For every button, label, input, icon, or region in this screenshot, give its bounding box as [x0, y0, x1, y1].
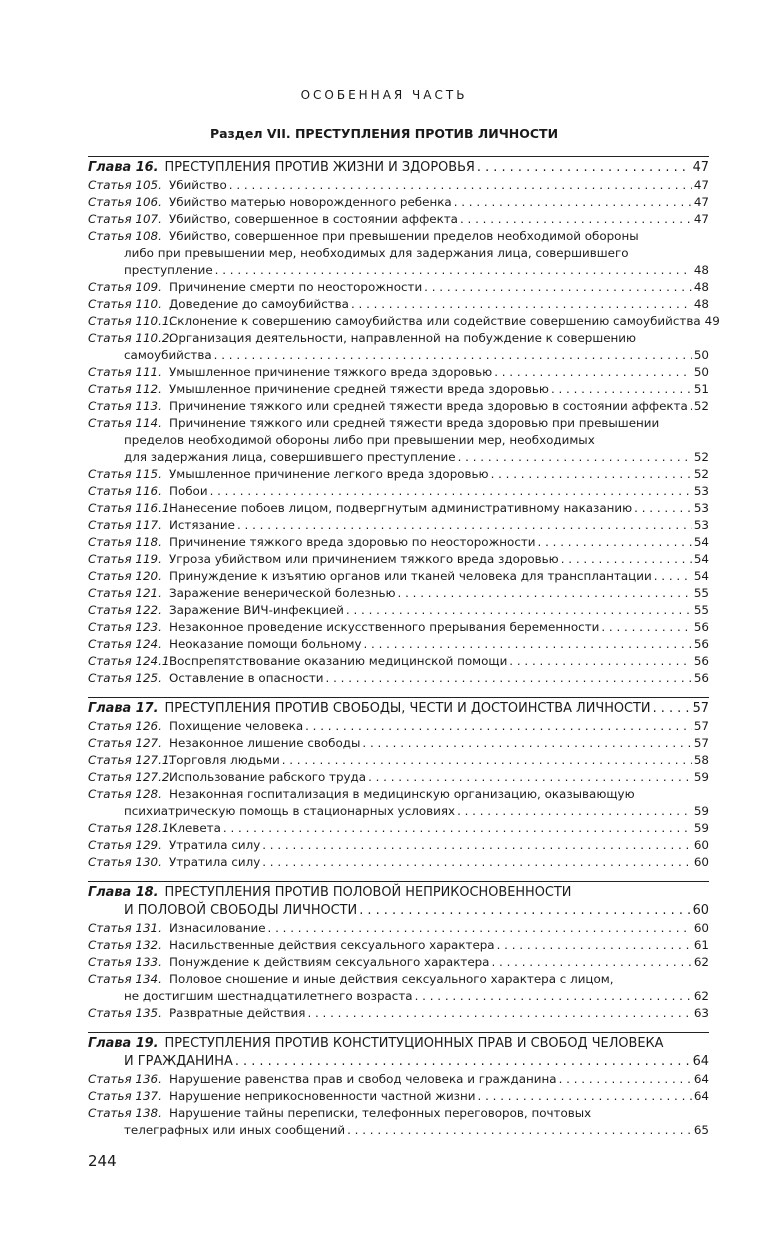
toc-entry	[88, 415, 709, 466]
article-label: Статья 112.	[88, 382, 162, 396]
article-label: Статья 135.	[88, 1006, 162, 1020]
chapter-title: И ПОЛОВОЙ СВОБОДЫ ЛИЧНОСТИ	[124, 903, 358, 918]
chapter-title-line	[88, 700, 709, 718]
toc-entry	[88, 194, 709, 211]
article-title: Причинение тяжкого вреда здоровью по неосторожности	[169, 535, 536, 549]
entry-line	[88, 194, 709, 211]
article-label: Статья 137.	[88, 1089, 162, 1103]
toc-entry	[88, 296, 709, 313]
toc-entry	[88, 920, 709, 937]
entry-line	[88, 585, 709, 602]
article-title: Воспрепятствование оказанию медицинской помощи	[169, 654, 508, 668]
toc-entry	[88, 551, 709, 568]
article-label: Статья 110.1.	[88, 314, 174, 328]
chapter-title: ПРЕСТУПЛЕНИЯ ПРОТИВ ПОЛОВОЙ НЕПРИКОСНОВЕННОСТИ	[164, 885, 572, 900]
dot-leader	[223, 820, 692, 837]
dot-leader	[215, 262, 692, 279]
article-label: Статья 127.1.	[88, 753, 174, 767]
article-label: Статья 126.	[88, 719, 162, 733]
article-label: Статья 119.	[88, 552, 162, 566]
article-page: 64	[693, 1072, 709, 1086]
entry-line	[88, 466, 709, 483]
entry-line	[88, 602, 709, 619]
article-page: 65	[693, 1123, 709, 1137]
chapter-block	[88, 156, 720, 687]
article-page: 48	[693, 280, 709, 294]
chapter-label: Глава 16.	[88, 160, 159, 175]
chapter-block	[88, 697, 709, 871]
entry-line	[88, 432, 709, 449]
dot-leader	[458, 449, 692, 466]
toc-entry	[88, 820, 709, 837]
article-page: 63	[693, 1006, 709, 1020]
article-label: Статья 117.	[88, 518, 162, 532]
article-page: 57	[693, 719, 709, 733]
article-title: Истязание	[169, 518, 235, 532]
entry-line	[88, 1122, 709, 1139]
article-label: Статья 120.	[88, 569, 162, 583]
article-page: 62	[693, 955, 709, 969]
entry-line	[88, 296, 709, 313]
article-title: Похищение человека	[169, 719, 304, 733]
article-title: Утратила силу	[169, 855, 261, 869]
article-page: 57	[693, 736, 709, 750]
toc-entry	[88, 619, 709, 636]
dot-leader	[551, 381, 692, 398]
entry-line	[88, 330, 709, 347]
article-title: Понуждение к действиям сексуального характера	[169, 955, 490, 969]
article-title: Убийство	[169, 178, 227, 192]
entry-line	[88, 449, 709, 466]
entry-line	[88, 364, 709, 381]
article-title: Угроза убийством или причинением тяжкого вреда здоровью	[169, 552, 559, 566]
article-label: Статья 122.	[88, 603, 162, 617]
entry-line	[88, 954, 709, 971]
entry-line	[88, 769, 709, 786]
article-label: Статья 110.	[88, 297, 162, 311]
entry-line	[88, 1071, 709, 1088]
article-page: 58	[693, 753, 709, 767]
toc-entry	[88, 517, 709, 534]
article-title: Половое сношение и иные действия сексуального характера с лицом,	[169, 972, 614, 986]
entry-line	[88, 262, 709, 279]
article-page: 56	[693, 671, 709, 685]
article-title: Нарушение равенства прав и свобод человека и гражданина	[169, 1072, 557, 1086]
chapter-title: ПРЕСТУПЛЕНИЯ ПРОТИВ ЖИЗНИ И ЗДОРОВЬЯ	[164, 160, 475, 175]
toc-entry	[88, 500, 709, 517]
entry-line	[88, 517, 709, 534]
article-title: для задержания лица, совершившего преступление	[124, 450, 456, 464]
section-title: Раздел VII. ПРЕСТУПЛЕНИЯ ПРОТИВ ЛИЧНОСТИ	[209, 126, 559, 141]
toc-entry	[88, 330, 709, 364]
article-title: Убийство, совершенное при превышении пределов необходимой обороны	[169, 229, 639, 243]
toc-entry	[88, 398, 709, 415]
article-title: Незаконное проведение искусственного прерывания беременности	[169, 620, 600, 634]
article-title: либо при превышении мер, необходимых для задержания лица, совершившего	[124, 246, 629, 260]
toc-entry	[88, 769, 709, 786]
article-title: Оставление в опасности	[169, 671, 324, 685]
chapter-page: 47	[692, 160, 709, 175]
article-title: Организация деятельности, направленной на побуждение к совершению	[169, 331, 637, 345]
article-title: преступление	[124, 263, 213, 277]
article-page: 52	[693, 450, 709, 464]
article-title: Убийство, совершенное в состоянии аффекта	[169, 212, 458, 226]
article-title: Убийство матерью новорожденного ребенка	[169, 195, 452, 209]
toc-entry	[88, 1005, 709, 1022]
entry-line	[88, 398, 709, 415]
dot-leader	[561, 551, 692, 568]
article-page: 47	[693, 212, 709, 226]
dot-leader	[235, 1053, 691, 1071]
dot-leader	[347, 1122, 692, 1139]
article-label: Статья 107.	[88, 212, 162, 226]
article-title: Изнасилование	[169, 921, 266, 935]
article-label: Статья 109.	[88, 280, 162, 294]
article-title: Нанесение побоев лицом, подвергнутым административному наказанию	[169, 501, 633, 515]
article-label: Статья 128.1.	[88, 821, 174, 835]
dot-leader	[460, 211, 692, 228]
dot-leader	[210, 483, 692, 500]
dot-leader	[454, 194, 692, 211]
toc-entry	[88, 1071, 709, 1088]
dot-leader	[229, 177, 692, 194]
entry-line	[88, 551, 709, 568]
entry-line	[88, 937, 709, 954]
article-label: Статья 133.	[88, 955, 162, 969]
dot-leader	[326, 670, 692, 687]
article-page: 56	[693, 620, 709, 634]
toc-entry	[88, 636, 709, 653]
toc-entry	[88, 718, 709, 735]
entry-line	[88, 636, 709, 653]
entry-line	[88, 920, 709, 937]
entry-line	[88, 415, 709, 432]
running-header: ОСОБЕННАЯ ЧАСТЬ	[300, 88, 468, 102]
article-title: Неоказание помощи больному	[169, 637, 362, 651]
article-page: 59	[693, 804, 709, 818]
article-title: Склонение к совершению самоубийства или содействие совершению самоубийства	[169, 314, 701, 328]
dot-leader	[363, 636, 691, 653]
chapter-label: Глава 19.	[88, 1036, 159, 1051]
toc-entry	[88, 954, 709, 971]
article-title: Нарушение тайны переписки, телефонных переговоров, почтовых	[169, 1106, 592, 1120]
entry-line	[88, 718, 709, 735]
dot-leader	[305, 718, 692, 735]
toc-entry	[88, 837, 709, 854]
toc-entry	[88, 313, 720, 330]
article-title: Незаконная госпитализация в медицинскую организацию, оказывающую	[169, 787, 635, 801]
chapter-title-line	[88, 1035, 709, 1053]
dot-leader	[654, 568, 692, 585]
toc-entry	[88, 585, 709, 602]
toc-entry	[88, 653, 709, 670]
dot-leader	[491, 954, 691, 971]
article-page: 60	[693, 921, 709, 935]
article-page: 54	[693, 552, 709, 566]
toc-entry	[88, 568, 709, 585]
article-title: Умышленное причинение средней тяжести вреда здоровью	[169, 382, 549, 396]
article-page: 51	[693, 382, 709, 396]
toc-entry	[88, 786, 709, 820]
entry-line	[88, 837, 709, 854]
entry-line	[88, 534, 709, 551]
article-label: Статья 118.	[88, 535, 162, 549]
article-page: 55	[693, 603, 709, 617]
article-title: Использование рабского труда	[169, 770, 367, 784]
dot-leader	[477, 159, 691, 177]
article-title: Принуждение к изъятию органов или тканей человека для трансплантации	[169, 569, 652, 583]
chapter-title: И ГРАЖДАНИНА	[124, 1054, 233, 1069]
article-label: Статья 114.	[88, 416, 162, 430]
article-page: 48	[693, 297, 709, 311]
entry-line	[88, 1105, 709, 1122]
dot-leader	[262, 854, 692, 871]
article-page: 54	[693, 535, 709, 549]
article-label: Статья 129.	[88, 838, 162, 852]
article-title: Торговля людьми	[169, 753, 280, 767]
article-page: 49	[704, 314, 720, 328]
article-label: Статья 124.	[88, 637, 162, 651]
dot-leader	[497, 937, 692, 954]
chapter-page: 60	[692, 903, 709, 918]
article-page: 52	[693, 399, 709, 413]
article-page: 64	[693, 1089, 709, 1103]
dot-leader	[268, 920, 692, 937]
chapter-page: 57	[692, 701, 709, 716]
article-label: Статья 128.	[88, 787, 162, 801]
article-title: Развратные действия	[169, 1006, 306, 1020]
article-label: Статья 123.	[88, 620, 162, 634]
toc-entry	[88, 279, 709, 296]
toc-entry	[88, 854, 709, 871]
dot-leader	[346, 602, 692, 619]
dot-leader	[509, 653, 692, 670]
dot-leader	[368, 769, 692, 786]
dot-leader	[424, 279, 692, 296]
article-page: 56	[693, 637, 709, 651]
toc-entry	[88, 211, 709, 228]
dot-leader	[214, 347, 692, 364]
page-number: 244	[88, 1152, 117, 1170]
dot-leader	[359, 902, 690, 920]
entry-line	[88, 854, 709, 871]
entry-line	[88, 1088, 709, 1105]
article-title: Заражение венерической болезнью	[169, 586, 396, 600]
toc-entry	[88, 228, 709, 279]
toc-entry	[88, 466, 709, 483]
article-page: 62	[693, 989, 709, 1003]
article-title: Умышленное причинение тяжкого вреда здоровью	[169, 365, 493, 379]
article-label: Статья 106.	[88, 195, 162, 209]
article-page: 47	[693, 178, 709, 192]
article-page: 53	[693, 518, 709, 532]
article-title: Заражение ВИЧ-инфекцией	[169, 603, 344, 617]
article-page: 52	[693, 467, 709, 481]
article-label: Статья 115.	[88, 467, 162, 481]
article-title: телеграфных или иных сообщений	[124, 1123, 346, 1137]
article-title: Клевета	[169, 821, 221, 835]
chapter-block	[88, 881, 709, 1022]
article-page: 50	[693, 365, 709, 379]
entry-line	[88, 820, 709, 837]
chapter-title-line	[88, 902, 709, 920]
article-title: Причинение тяжкого или средней тяжести вреда здоровью при превышении	[169, 416, 660, 430]
entry-line	[88, 670, 709, 687]
article-label: Статья 127.	[88, 736, 162, 750]
article-page: 53	[693, 484, 709, 498]
dot-leader	[478, 1088, 692, 1105]
chapter-title: ПРЕСТУПЛЕНИЯ ПРОТИВ СВОБОДЫ, ЧЕСТИ И ДОСТОИНСТВА ЛИЧНОСТИ	[164, 701, 651, 716]
dot-leader	[282, 752, 692, 769]
toc-entry	[88, 670, 709, 687]
article-title: Доведение до самоубийства	[169, 297, 349, 311]
chapter-block	[88, 1032, 709, 1139]
toc-entry	[88, 735, 709, 752]
article-label: Статья 136.	[88, 1072, 162, 1086]
entry-line	[88, 1005, 709, 1022]
entry-line	[88, 381, 709, 398]
dot-leader	[362, 735, 691, 752]
chapter-label: Глава 17.	[88, 701, 159, 716]
entry-line	[88, 803, 709, 820]
chapter-heading	[88, 884, 709, 920]
article-label: Статья 108.	[88, 229, 162, 243]
entry-line	[88, 988, 709, 1005]
article-label: Статья 130.	[88, 855, 162, 869]
article-title: самоубийства	[124, 348, 212, 362]
article-page: 55	[693, 586, 709, 600]
dot-leader	[601, 619, 692, 636]
article-title: пределов необходимой обороны либо при превышении мер, необходимых	[124, 433, 595, 447]
entry-line	[88, 568, 709, 585]
chapter-title: ПРЕСТУПЛЕНИЯ ПРОТИВ КОНСТИТУЦИОННЫХ ПРАВ И СВОБОД ЧЕЛОВЕКА	[164, 1036, 664, 1051]
article-title: Причинение тяжкого или средней тяжести вреда здоровью в состоянии аффекта	[169, 399, 688, 413]
dot-leader	[398, 585, 692, 602]
table-of-contents	[88, 156, 720, 1139]
article-title: Насильственные действия сексуального характера	[169, 938, 495, 952]
article-page: 59	[693, 821, 709, 835]
article-title: Утратила силу	[169, 838, 261, 852]
article-page: 54	[693, 569, 709, 583]
article-page: 50	[693, 348, 709, 362]
toc-entry	[88, 971, 709, 1005]
article-page: 60	[693, 838, 709, 852]
dot-leader	[690, 398, 692, 415]
dot-leader	[351, 296, 692, 313]
entry-line	[88, 245, 709, 262]
entry-line	[88, 653, 709, 670]
chapter-heading	[88, 1035, 709, 1071]
article-page: 48	[693, 263, 709, 277]
chapter-label: Глава 18.	[88, 885, 159, 900]
article-page: 56	[693, 654, 709, 668]
article-title: не достигшим шестнадцатилетнего возраста	[124, 989, 413, 1003]
entry-line	[88, 786, 709, 803]
toc-entry	[88, 937, 709, 954]
article-label: Статья 116.1.	[88, 501, 174, 515]
article-title: Нарушение неприкосновенности частной жизни	[169, 1089, 476, 1103]
article-label: Статья 105.	[88, 178, 162, 192]
entry-line	[88, 228, 709, 245]
article-label: Статья 121.	[88, 586, 162, 600]
article-label: Статья 116.	[88, 484, 162, 498]
entry-line	[88, 279, 709, 296]
toc-entry	[88, 1088, 709, 1105]
chapter-title-line	[88, 1053, 709, 1071]
entry-line	[88, 500, 709, 517]
entry-line	[88, 313, 720, 330]
article-label: Статья 110.2.	[88, 331, 174, 345]
article-page: 59	[693, 770, 709, 784]
toc-entry	[88, 602, 709, 619]
article-label: Статья 124.1.	[88, 654, 174, 668]
dot-leader	[262, 837, 692, 854]
article-page: 60	[693, 855, 709, 869]
toc-entry	[88, 177, 709, 194]
chapter-title-line	[88, 884, 709, 902]
dot-leader	[491, 466, 692, 483]
dot-leader	[415, 988, 692, 1005]
article-page: 61	[693, 938, 709, 952]
article-label: Статья 134.	[88, 972, 162, 986]
article-label: Статья 113.	[88, 399, 162, 413]
chapter-heading	[88, 159, 709, 177]
chapter-heading	[88, 700, 709, 718]
article-title: Незаконное лишение свободы	[169, 736, 361, 750]
toc-entry	[88, 364, 709, 381]
entry-line	[88, 211, 709, 228]
article-label: Статья 131.	[88, 921, 162, 935]
dot-leader	[237, 517, 692, 534]
chapter-title-line	[88, 159, 709, 177]
article-title: Причинение смерти по неосторожности	[169, 280, 423, 294]
article-label: Статья 132.	[88, 938, 162, 952]
dot-leader	[559, 1071, 692, 1088]
entry-line	[88, 483, 709, 500]
chapter-page: 64	[692, 1054, 709, 1069]
article-label: Статья 138.	[88, 1106, 162, 1120]
entry-line	[88, 347, 709, 364]
article-title: Побои	[169, 484, 208, 498]
toc-entry	[88, 752, 709, 769]
dot-leader	[653, 700, 691, 718]
entry-line	[88, 752, 709, 769]
toc-entry	[88, 483, 709, 500]
article-label: Статья 111.	[88, 365, 162, 379]
dot-leader	[634, 500, 692, 517]
article-title: Умышленное причинение легкого вреда здоровью	[169, 467, 489, 481]
entry-line	[88, 971, 709, 988]
entry-line	[88, 177, 709, 194]
toc-entry	[88, 381, 709, 398]
entry-line	[88, 735, 709, 752]
dot-leader	[494, 364, 692, 381]
article-label: Статья 125.	[88, 671, 162, 685]
dot-leader	[538, 534, 692, 551]
article-page: 47	[693, 195, 709, 209]
toc-entry	[88, 1105, 709, 1139]
article-title: психиатрическую помощь в стационарных условиях	[124, 804, 456, 818]
toc-entry	[88, 534, 709, 551]
dot-leader	[457, 803, 692, 820]
article-page: 53	[693, 501, 709, 515]
dot-leader	[307, 1005, 691, 1022]
article-label: Статья 127.2.	[88, 770, 174, 784]
entry-line	[88, 619, 709, 636]
